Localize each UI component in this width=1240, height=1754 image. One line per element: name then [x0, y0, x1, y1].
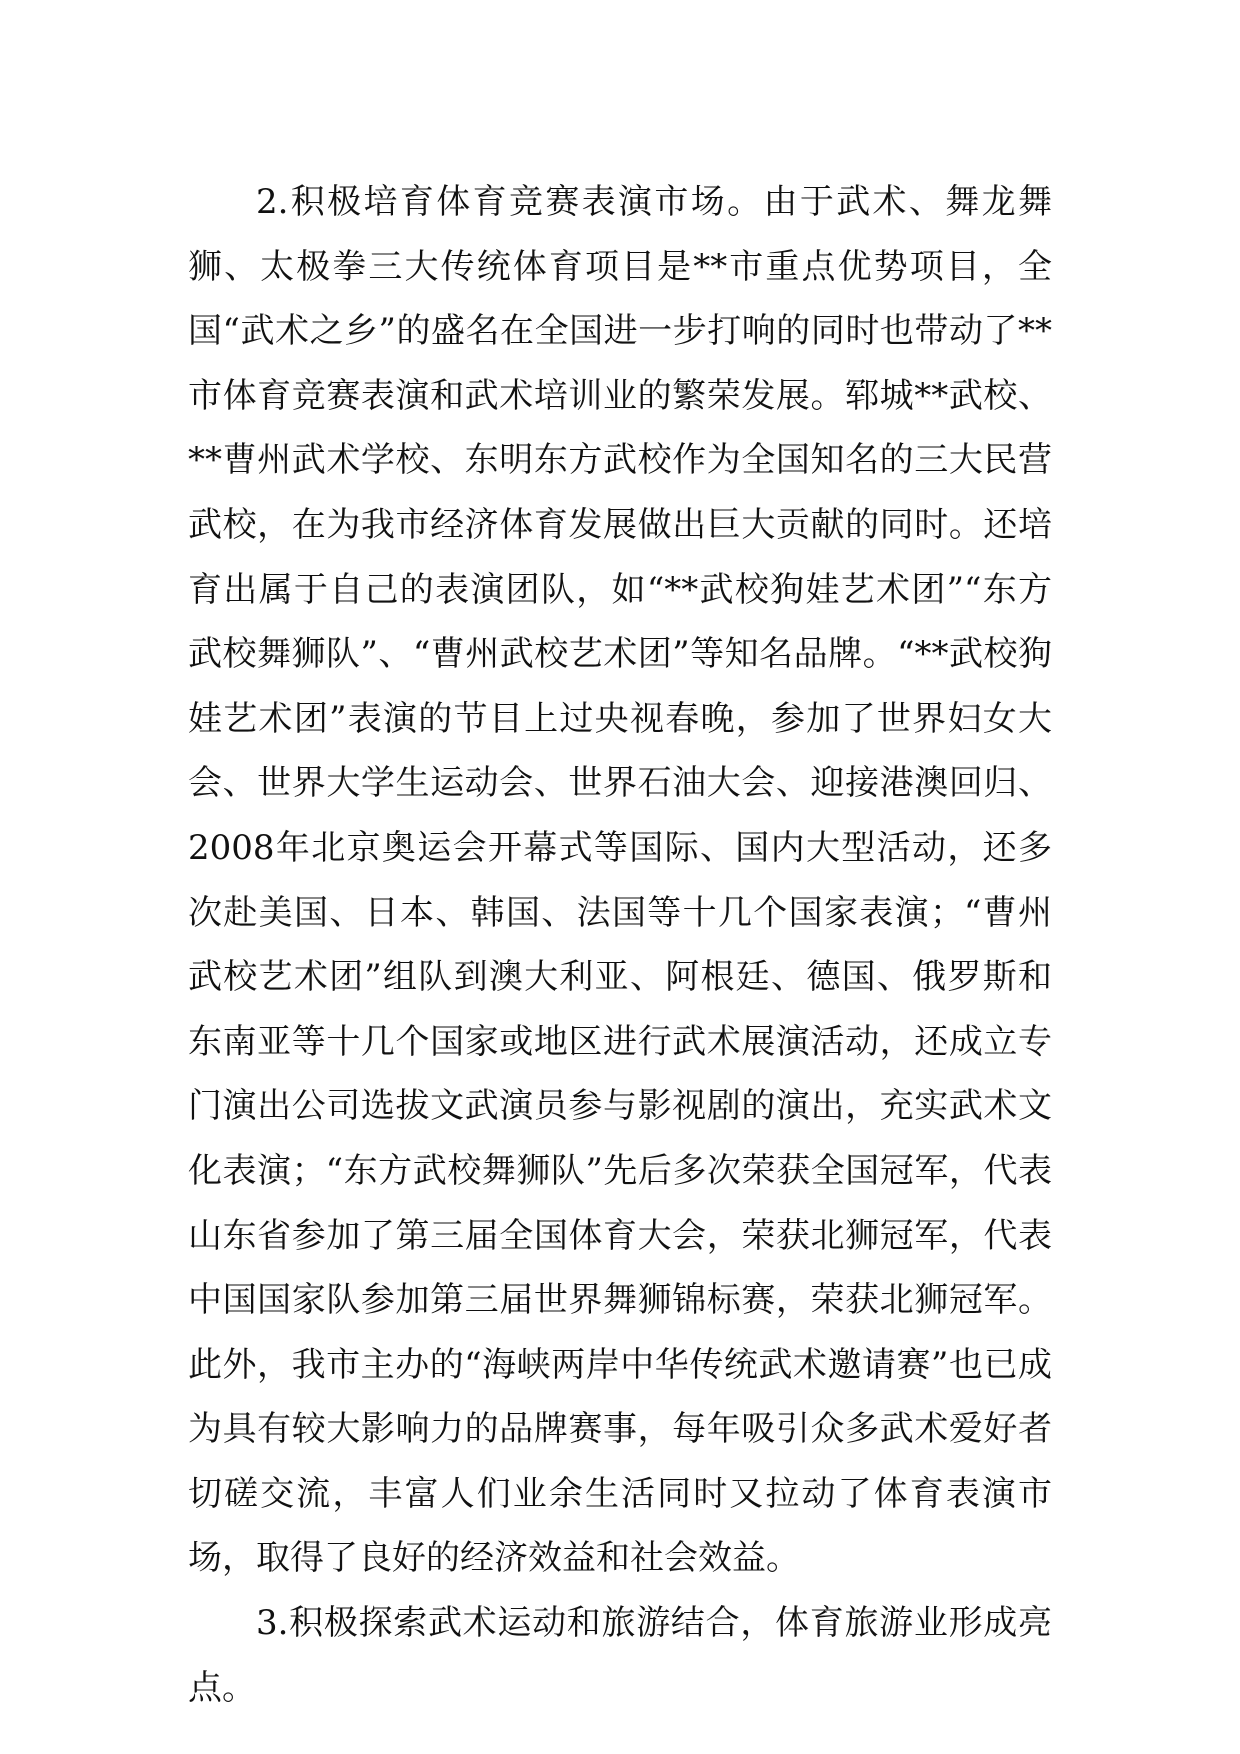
paragraph-sports-tourism: 3.积极探索武术运动和旅游结合，体育旅游业形成亮点。 — [188, 1603, 1052, 1708]
paragraph-competition-market: 2.积极培育体育竞赛表演市场。由于武术、舞龙舞狮、太极拳三大传统体育项目是**市重点优势项目，全国“武术之乡”的盛名在全国进一步打响的同时也带动了**市体育竞赛表演和武术培训业的繁荣发展。郓城**武校、**曹州武术学校、东明东方武校作为全国知名的三大民营武校，在为我市经济体育发展做出巨大贡献的同时。还培育出属于自己的表演团队，如“**武校狗娃艺术团”“东方武校舞狮队”、“曹州武校艺术团”等知名品牌。“**武校狗娃艺术团”表演的节目上过央视春晚，参加了世界妇女大会、世界大学生运动会、世界石油大会、迎接港澳回归、2008年北京奥运会开幕式等国际、国内大型活动，还多次赴美国、日本、韩国、法国等十几个国家表演；“曹州武校艺术团”组队到澳大利亚、阿根廷、德国、俄罗斯和东南亚等十几个国家或地区进行武术展演活动，还成立专门演出公司选拔文武演员参与影视剧的演出，充实武术文化表演；“东方武校舞狮队”先后多次荣获全国冠军，代表山东省参加了第三届全国体育大会，荣获北狮冠军，代表中国国家队参加第三届世界舞狮锦标赛，荣获北狮冠军。此外，我市主办的“海峡两岸中华传统武术邀请赛”也已成为具有较大影响力的品牌赛事，每年吸引众多武术爱好者切磋交流，丰富人们业余生活同时又拉动了体育表演市场，取得了良好的经济效益和社会效益。 — [188, 182, 1052, 1579]
document-body — [188, 170, 1052, 1720]
